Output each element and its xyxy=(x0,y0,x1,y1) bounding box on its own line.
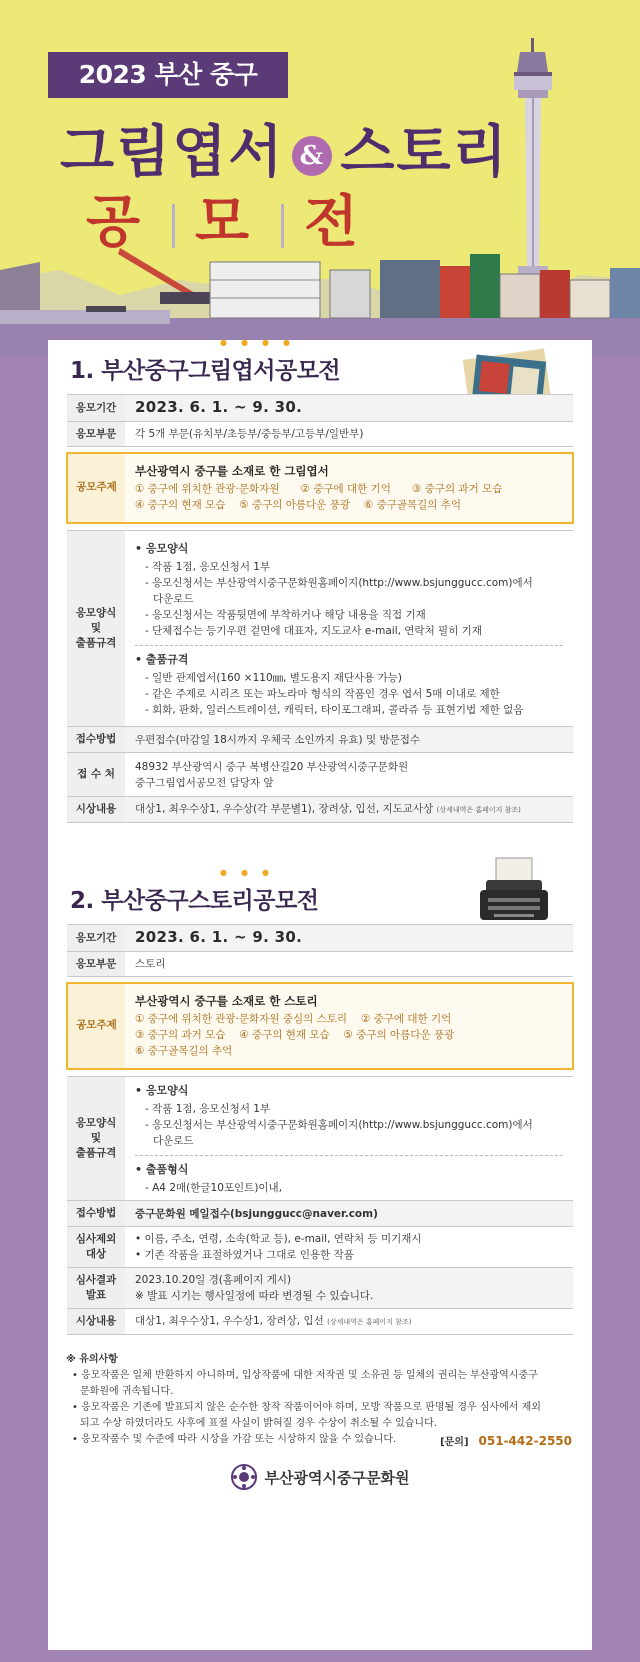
submit-row xyxy=(67,727,573,753)
award-value xyxy=(125,797,573,823)
spacer-row xyxy=(67,523,573,531)
format-value xyxy=(125,1077,573,1201)
label-part: 출품규격 xyxy=(75,637,117,649)
format-line: - 단체접수는 등기우편 겉면에 대표자, 지도교사 e-mail, 연락처 필히 기재 xyxy=(145,625,482,637)
format-line: - 응모신청서는 작품뒷면에 부착하거나 해당 내용을 직접 기재 xyxy=(145,609,426,621)
theme-items: ⑥ 중구골목길의 추억 xyxy=(135,1044,233,1057)
row-label: 시상내용 xyxy=(67,797,125,823)
exclude-line: • 기존 작품을 표절하였거나 그대로 인용한 작품 xyxy=(135,1249,354,1261)
title-dots: ●●● xyxy=(220,868,283,877)
contest-char: 공 xyxy=(86,189,141,255)
contact xyxy=(440,1433,572,1448)
result-line: 2023.10.20일 경(홈페이지 게시) xyxy=(135,1274,292,1286)
award-text: 대상1, 최우수상1, 우수상(각 부문별1), 장려상, 입선, 지도교사상 xyxy=(135,803,434,815)
typewriter-icon xyxy=(472,856,556,928)
theme-items: ① 중구에 위치한 관광·문화자원 ② 중구에 대한 기억 ③ 중구의 과거 모습 xyxy=(135,482,503,495)
row-value xyxy=(125,395,573,422)
format-row xyxy=(67,531,573,727)
format-subhead: • 응모양식 xyxy=(135,1084,189,1097)
result-row xyxy=(67,1268,573,1309)
period-row xyxy=(67,395,573,422)
contact-label: [문의] xyxy=(440,1437,469,1448)
header xyxy=(0,0,640,355)
submit-row xyxy=(67,1201,573,1227)
row-label: 접수방법 xyxy=(67,727,125,753)
label-part: 응모양식 xyxy=(75,607,117,619)
label-part: 및 xyxy=(90,1132,102,1144)
format-line: - 같은 주제로 시리즈 또는 파노라마 형식의 작품인 경우 엽서 5매 이내로 제한 xyxy=(145,688,500,700)
footer xyxy=(48,1464,592,1490)
award-value xyxy=(125,1309,573,1335)
award-text: 대상1, 최우수상1, 우수상1, 장려상, 입선 xyxy=(135,1315,324,1327)
format-line: 다운로드 xyxy=(153,1135,194,1147)
theme-row xyxy=(67,453,573,523)
format-value xyxy=(125,531,573,727)
section2-title: 2. 부산중구스토리공모전 xyxy=(70,888,319,914)
label-part: 심사제외 xyxy=(75,1233,117,1245)
format-line: - 작품 1점, 응모신청서 1부 xyxy=(145,1103,271,1115)
note-line: 문화원에 귀속됩니다. xyxy=(80,1386,174,1397)
category-value: 스토리 xyxy=(125,952,573,977)
row-label xyxy=(67,1227,125,1268)
note-line: • 응모작품은 일체 반환하지 아니하며, 입상작품에 대한 저작권 및 소유권 등 일체의 권리는 부산광역시중구 xyxy=(72,1370,538,1381)
organization-name: 부산광역시중구문화원 xyxy=(264,1468,410,1487)
theme-heading: 부산광역시 중구를 소재로 한 스토리 xyxy=(135,993,318,1008)
period-value: 2023. 6. 1. ~ 9. 30. xyxy=(135,928,303,946)
exclude-line: • 이름, 주소, 연령, 소속(학교 등), e-mail, 연락처 등 미기재시 xyxy=(135,1233,422,1245)
spacer xyxy=(67,523,573,531)
notes-heading: ※ 유의사항 xyxy=(66,1354,118,1365)
note-line: • 응모작품은 기존에 발표되지 않은 순수한 창작 작품이어야 하며, 모방 작품으로 판명될 경우 심사에서 제외 xyxy=(72,1402,541,1413)
year-banner: 2023 부산 중구 xyxy=(48,52,288,98)
format-line: - A4 2매(한글10포인트)이내, xyxy=(145,1182,283,1194)
label-part: 대상 xyxy=(85,1248,107,1260)
category-row xyxy=(67,422,573,447)
theme-heading: 부산광역시 중구를 소재로 한 그림엽서 xyxy=(135,463,329,478)
format-row xyxy=(67,1077,573,1201)
dashed-divider xyxy=(135,1155,563,1156)
row-label: 공모주제 xyxy=(67,983,125,1069)
format-line: - 응모신청서는 부산광역시중구문화원홈페이지(http://www.bsjunggucc.com)에서 xyxy=(145,1119,533,1131)
row-label: 접수방법 xyxy=(67,1201,125,1227)
contest-info-card xyxy=(48,340,592,1650)
row-label xyxy=(67,1268,125,1309)
note-line: 되고 수상 하였더라도 사후에 표절 사실이 밝혀질 경우 수상이 취소될 수 있습니다. xyxy=(80,1418,437,1429)
row-label: 접 수 처 xyxy=(67,753,125,797)
place-value xyxy=(125,753,573,797)
section1-title: 1. 부산중구그림엽서공모전 xyxy=(70,358,341,384)
row-label: 시상내용 xyxy=(67,1309,125,1335)
format-subhead: • 응모양식 xyxy=(135,542,189,555)
category-value: 각 5개 부문(유치부/초등부/중등부/고등부/일반부) xyxy=(125,422,573,447)
submit-value: 우편접수(마감일 18시까지 우체국 소인까지 유효) 및 방문접수 xyxy=(125,727,573,753)
spacer-row xyxy=(67,1069,573,1077)
theme-value xyxy=(125,983,573,1069)
theme-items: ① 중구에 위치한 관광·문화자원 중심의 스토리 ② 중구에 대한 기억 xyxy=(135,1012,452,1025)
period-row xyxy=(67,925,573,952)
place-line: 48932 부산광역시 중구 복병산길20 부산광역시중구문화원 xyxy=(135,760,409,773)
title-story: 스토리 xyxy=(340,119,509,185)
theme-value xyxy=(125,453,573,523)
format-subhead: • 출품형식 xyxy=(135,1163,189,1176)
row-label: 공모주제 xyxy=(67,453,125,523)
format-line: - 작품 1점, 응모신청서 1부 xyxy=(145,561,271,573)
format-subhead: • 출품규격 xyxy=(135,653,189,666)
contact-phone[interactable]: 051-442-2550 xyxy=(478,1434,572,1448)
theme-row xyxy=(67,983,573,1069)
award-note: (상세내역은 홈페이지 참조) xyxy=(436,806,521,814)
row-label xyxy=(67,1077,125,1201)
format-line: - 응모신청서는 부산광역시중구문화원홈페이지(http://www.bsjunggucc.com)에서 xyxy=(145,577,533,589)
dashed-divider xyxy=(135,645,563,646)
result-line: ※ 발표 시기는 행사일정에 따라 변경될 수 있습니다. xyxy=(135,1290,374,1302)
section1-table xyxy=(66,394,574,823)
section2-table xyxy=(66,924,574,1335)
label-part: 발표 xyxy=(85,1289,107,1301)
label-part: 및 xyxy=(90,622,102,634)
contest-char: 전 xyxy=(304,189,359,255)
place-row xyxy=(67,753,573,797)
theme-items: ④ 중구의 현재 모습 ⑤ 중구의 아름다운 풍광 ⑥ 중구골목길의 추억 xyxy=(135,498,462,511)
row-label: 응모기간 xyxy=(67,395,125,422)
spacer xyxy=(67,1069,573,1077)
format-line: - 회화, 판화, 일러스트레이션, 캐릭터, 타이포그래피, 콜라쥬 등 표현기법 제한 없음 xyxy=(145,704,524,716)
row-label: 응모부문 xyxy=(67,952,125,977)
period-value: 2023. 6. 1. ~ 9. 30. xyxy=(135,398,303,416)
label-part: 응모양식 xyxy=(75,1117,117,1129)
row-label: 응모부문 xyxy=(67,422,125,447)
row-label xyxy=(67,531,125,727)
place-line: 중구그림엽서공모전 담당자 앞 xyxy=(135,776,274,789)
format-line: 다운로드 xyxy=(153,593,194,605)
award-row xyxy=(67,1309,573,1335)
exclude-row xyxy=(67,1227,573,1268)
main-title xyxy=(60,108,509,188)
row-label: 응모기간 xyxy=(67,925,125,952)
row-value xyxy=(125,925,573,952)
submit-value: 중구문화원 메일접수(bsjunggucc@naver.com) xyxy=(125,1201,573,1227)
label-part: 출품규격 xyxy=(75,1147,117,1159)
format-line: - 일반 관제엽서(160 ×110㎜, 별도용지 재단사용 가능) xyxy=(145,672,403,684)
result-value xyxy=(125,1268,573,1309)
note-line: • 응모작품수 및 수준에 따라 시상을 가감 또는 시상하지 않을 수 있습니다. xyxy=(72,1434,397,1445)
amp-badge: & xyxy=(292,136,332,176)
theme-items: ③ 중구의 과거 모습 ④ 중구의 현재 모습 ⑤ 중구의 아름다운 풍광 xyxy=(135,1028,455,1041)
label-part: 심사결과 xyxy=(75,1274,117,1286)
exclude-value xyxy=(125,1227,573,1268)
title-dots: ●●●● xyxy=(220,338,304,347)
culture-center-logo-icon xyxy=(231,1464,257,1490)
city-skyline-illustration xyxy=(0,240,640,355)
award-row xyxy=(67,797,573,823)
category-row xyxy=(67,952,573,977)
contest-char: 모 xyxy=(195,189,250,255)
award-note: (상세내역은 홈페이지 참조) xyxy=(327,1318,412,1326)
title-postcard: 그림엽서 xyxy=(60,119,285,185)
